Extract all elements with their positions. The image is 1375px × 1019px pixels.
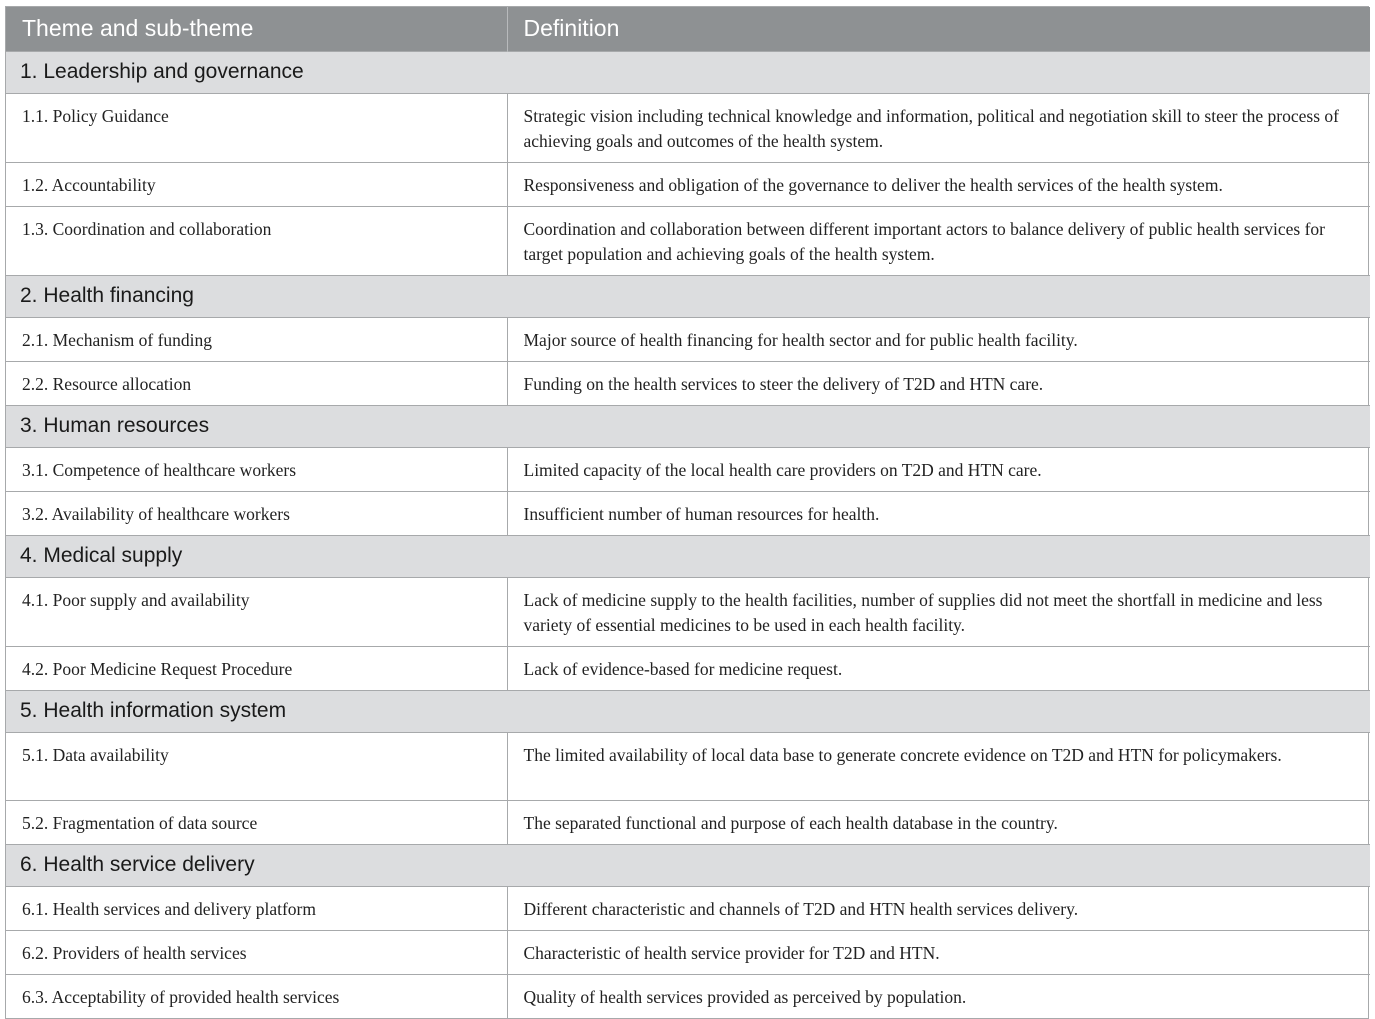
definition-cell: Lack of medicine supply to the health facilities, number of supplies did not meet the shortfall in medicine and less variety of essential medicines to be used in each health facility.: [507, 577, 1370, 646]
sub-theme-cell: 6.2. Providers of health services: [6, 930, 507, 974]
sub-theme-cell: 5.1. Data availability: [6, 732, 507, 800]
definition-cell: The limited availability of local data base to generate concrete evidence on T2D and HTN for policymakers.: [507, 732, 1370, 800]
themes-table-container: [5, 6, 1369, 1019]
sub-theme-cell: 2.2. Resource allocation: [6, 361, 507, 405]
sub-theme-cell: 3.1. Competence of healthcare workers: [6, 447, 507, 491]
theme-title: 6. Health service delivery: [6, 844, 1370, 886]
table-row: [6, 577, 1370, 646]
theme-title: 2. Health financing: [6, 275, 1370, 317]
sub-theme-cell: 1.2. Accountability: [6, 162, 507, 206]
theme-row: [6, 51, 1370, 93]
definition-cell: Funding on the health services to steer the delivery of T2D and HTN care.: [507, 361, 1370, 405]
theme-row: [6, 275, 1370, 317]
table-row: [6, 206, 1370, 275]
table-row: [6, 93, 1370, 162]
definition-cell: Insufficient number of human resources for health.: [507, 491, 1370, 535]
table-row: [6, 646, 1370, 690]
sub-theme-cell: 3.2. Availability of healthcare workers: [6, 491, 507, 535]
sub-theme-cell: 1.3. Coordination and collaboration: [6, 206, 507, 275]
column-header-theme: Theme and sub-theme: [6, 7, 507, 51]
table-row: [6, 800, 1370, 844]
theme-title: 4. Medical supply: [6, 535, 1370, 577]
sub-theme-cell: 6.1. Health services and delivery platform: [6, 886, 507, 930]
definition-cell: Responsiveness and obligation of the governance to deliver the health services of the health system.: [507, 162, 1370, 206]
definition-cell: Quality of health services provided as perceived by population.: [507, 974, 1370, 1018]
table-row: [6, 447, 1370, 491]
table-row: [6, 930, 1370, 974]
table-row: [6, 491, 1370, 535]
definition-cell: Limited capacity of the local health care providers on T2D and HTN care.: [507, 447, 1370, 491]
definition-cell: Lack of evidence-based for medicine request.: [507, 646, 1370, 690]
theme-row: [6, 844, 1370, 886]
table-row: [6, 162, 1370, 206]
definition-cell: The separated functional and purpose of each health database in the country.: [507, 800, 1370, 844]
column-header-definition: Definition: [507, 7, 1370, 51]
table-row: [6, 974, 1370, 1018]
definition-cell: Coordination and collaboration between different important actors to balance delivery of public health services for target population and achieving goals of the health system.: [507, 206, 1370, 275]
sub-theme-cell: 4.1. Poor supply and availability: [6, 577, 507, 646]
sub-theme-cell: 6.3. Acceptability of provided health services: [6, 974, 507, 1018]
sub-theme-cell: 1.1. Policy Guidance: [6, 93, 507, 162]
definition-cell: Major source of health financing for health sector and for public health facility.: [507, 317, 1370, 361]
theme-title: 1. Leadership and governance: [6, 51, 1370, 93]
sub-theme-cell: 2.1. Mechanism of funding: [6, 317, 507, 361]
theme-row: [6, 535, 1370, 577]
table-row: [6, 732, 1370, 800]
theme-row: [6, 690, 1370, 732]
table-header-row: [6, 7, 1370, 51]
sub-theme-cell: 5.2. Fragmentation of data source: [6, 800, 507, 844]
theme-title: 5. Health information system: [6, 690, 1370, 732]
definition-cell: Strategic vision including technical knowledge and information, political and negotiation skill to steer the process of achieving goals and outcomes of the health system.: [507, 93, 1370, 162]
theme-row: [6, 405, 1370, 447]
table-row: [6, 886, 1370, 930]
definition-cell: Different characteristic and channels of T2D and HTN health services delivery.: [507, 886, 1370, 930]
themes-table: [6, 7, 1370, 1018]
table-row: [6, 361, 1370, 405]
definition-cell: Characteristic of health service provider for T2D and HTN.: [507, 930, 1370, 974]
table-row: [6, 317, 1370, 361]
theme-title: 3. Human resources: [6, 405, 1370, 447]
sub-theme-cell: 4.2. Poor Medicine Request Procedure: [6, 646, 507, 690]
